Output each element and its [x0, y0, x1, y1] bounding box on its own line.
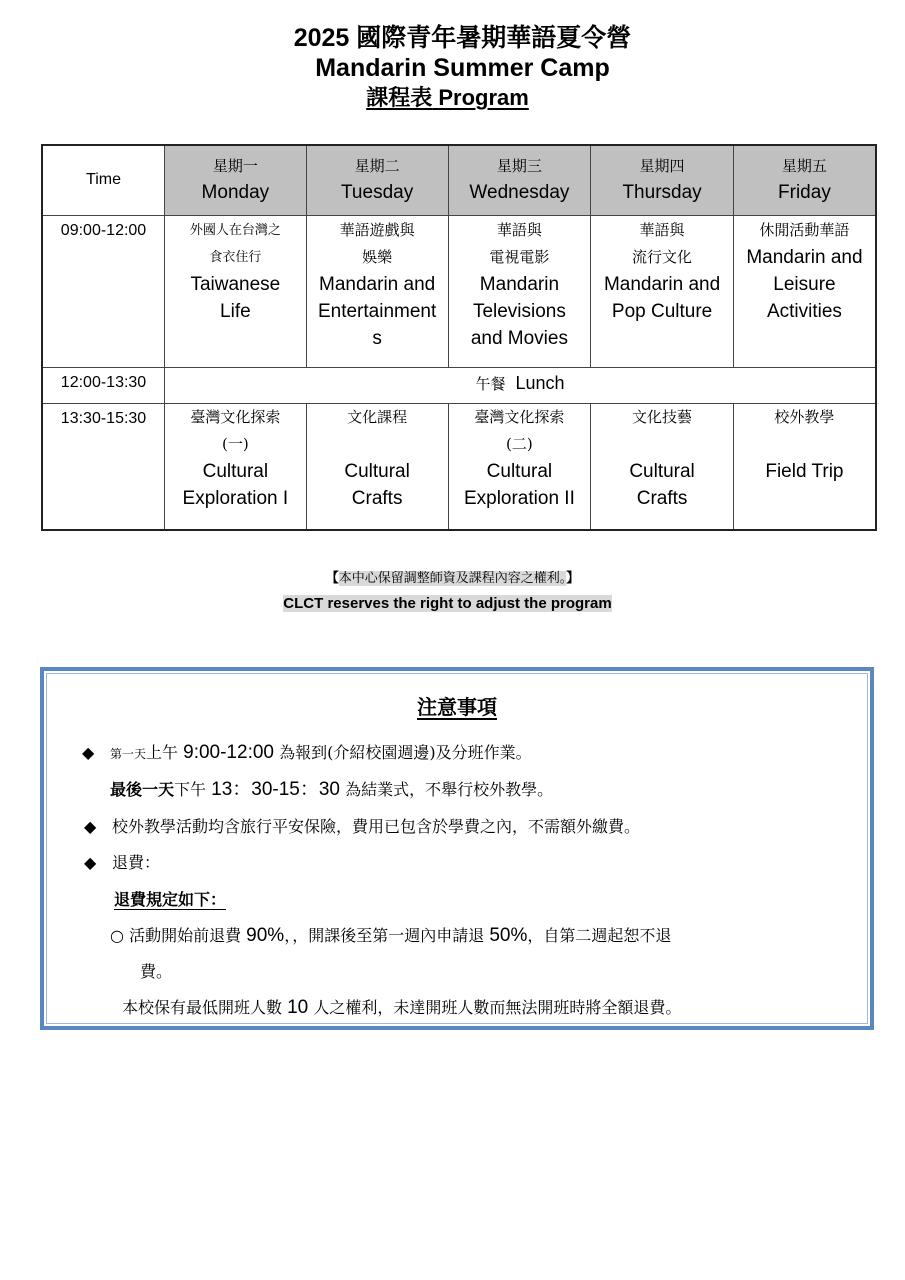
class-en: Activities: [766, 300, 842, 322]
class-cell: [306, 403, 448, 530]
subtitle-en: Program: [438, 85, 529, 110]
notice-time: 9:00-12:00: [183, 742, 274, 763]
refund-heading: 退費規定如下：: [114, 890, 227, 909]
time-cell: [42, 215, 165, 367]
notice-text: ，，開課後至第一週內申請退: [284, 926, 485, 945]
time-label: 09:00-12:00: [60, 221, 147, 239]
notice-box: [40, 667, 874, 1030]
circle-bullet-icon: ○: [110, 926, 124, 945]
class-en: Mandarin: [479, 273, 560, 295]
refund-rule: [110, 924, 671, 948]
day-en: Monday: [201, 182, 270, 204]
class-zh: 校外教學: [774, 407, 835, 426]
day-zh: 星期一: [212, 157, 258, 176]
lunch-en: Lunch: [515, 372, 565, 393]
time-label: 12:00-13:30: [60, 373, 147, 391]
notice-text: 為報到(介紹校園週邊)及分班作業。: [279, 743, 532, 762]
disclaimer-en: [0, 594, 895, 614]
disclaimer-zh: [0, 568, 905, 590]
time-cell: [42, 403, 165, 530]
class-cell: [591, 215, 734, 367]
day-zh: 星期五: [781, 157, 827, 176]
class-en: Leisure: [773, 273, 836, 295]
day-zh: 星期二: [354, 157, 400, 176]
notice-text: 下午: [174, 780, 207, 799]
notice-title-text: 注意事項: [417, 695, 497, 719]
class-cell: [448, 403, 591, 530]
class-zh: 電視電影: [489, 247, 550, 266]
disclaimer-zh-text: 本中心保留調整師資及課程內容之權利。: [338, 571, 567, 586]
subtitle-zh: 課程表: [366, 85, 433, 111]
class-zh: 華語與: [639, 220, 685, 239]
time-label: 13:30-15:30: [60, 409, 147, 427]
title-year: 2025: [293, 24, 350, 52]
class-cell: [165, 215, 307, 367]
class-cell: [448, 215, 591, 367]
class-en: Cultural: [629, 460, 695, 482]
class-zh: 臺灣文化探索: [190, 407, 281, 426]
day-header-thursday: [591, 145, 734, 215]
class-cell: [306, 215, 448, 367]
diamond-bullet-icon: ◆: [82, 743, 95, 762]
class-cell: [165, 403, 307, 530]
class-en: Crafts: [351, 487, 403, 509]
notice-item-2: [84, 815, 640, 839]
class-cell: [733, 403, 876, 530]
refund-percent: 50%: [489, 925, 528, 946]
class-zh: 流行文化: [632, 247, 693, 266]
day-header-friday: [733, 145, 876, 215]
class-cell: [733, 215, 876, 367]
notice-text: ，自第二週起恕不退: [527, 926, 672, 945]
notice-item-1: [82, 741, 532, 766]
class-zh: 臺灣文化探索: [474, 407, 565, 426]
class-en: Pop Culture: [611, 300, 713, 322]
class-en: Entertainment: [317, 300, 437, 322]
day-en: Friday: [778, 182, 831, 204]
disclaimer-en-text: CLCT reserves the right to adjust the program: [283, 595, 612, 612]
notice-item-1-line2: [110, 778, 553, 802]
class-zh: 外國人在台灣之: [189, 222, 281, 238]
day-header-tuesday: [306, 145, 448, 215]
class-en: Cultural: [486, 460, 553, 482]
morning-row: [42, 215, 876, 367]
class-zh: 文化技藝: [632, 407, 693, 426]
notice-text: 上午: [146, 743, 179, 762]
class-en: Mandarin and: [746, 246, 863, 268]
page-title: [0, 22, 905, 54]
diamond-bullet-icon: ◆: [84, 817, 97, 836]
notice-time: 13：30-15：30: [211, 779, 340, 800]
class-en: and Movies: [470, 327, 568, 349]
notice-text: 退費：: [112, 853, 161, 872]
time-cell: [42, 367, 165, 403]
class-en: Cultural: [202, 460, 269, 482]
bracket-open: 【: [325, 571, 339, 586]
notice-text: 第一天: [110, 747, 147, 761]
class-zh: 休閒活動華語: [759, 220, 850, 239]
notice-text: 校外教學活動均含旅行平安保險，費用已包含於學費之內，不需額外繳費。: [112, 817, 641, 836]
class-en: Exploration II: [463, 487, 575, 509]
class-en: Mandarin and: [319, 273, 436, 295]
bracket-close: 】: [566, 571, 580, 586]
header-row: [42, 145, 876, 215]
title-en: Mandarin Summer Camp: [315, 54, 610, 82]
class-en: Cultural: [344, 460, 410, 482]
subtitle: [0, 84, 895, 112]
notice-item-3: [84, 851, 160, 875]
refund-rule-cont: 費。: [140, 962, 173, 981]
title-zh: 國際青年暑期華語夏令營: [356, 23, 632, 52]
class-zh: 華語與: [496, 220, 542, 239]
refund-percent: 90%: [246, 925, 285, 946]
day-zh: 星期四: [639, 157, 685, 176]
notice-text-bold: 最後一天: [110, 780, 175, 799]
class-en: Taiwanese: [190, 273, 281, 295]
class-en: Life: [220, 300, 251, 322]
diamond-bullet-icon: ◆: [84, 853, 97, 872]
lunch-cell: [165, 367, 877, 403]
class-en: Mandarin and: [603, 273, 721, 295]
notice-title: [44, 691, 870, 720]
class-zh: 文化課程: [347, 407, 408, 426]
day-en: Wednesday: [469, 182, 570, 204]
time-header: Time: [42, 145, 165, 215]
class-en: Exploration I: [182, 487, 289, 509]
class-en: Televisions: [472, 300, 566, 322]
class-zh: 華語遊戲與: [339, 220, 415, 239]
day-en: Thursday: [622, 182, 702, 204]
class-en: Crafts: [636, 487, 688, 509]
day-header-wednesday: [448, 145, 591, 215]
minimum-enrollment: [122, 996, 681, 1020]
lunch-row: [42, 367, 876, 403]
class-zh: (一): [221, 434, 249, 453]
lunch-zh: 午餐: [475, 374, 506, 393]
class-zh: (二): [506, 434, 533, 453]
min-number: 10: [287, 997, 309, 1018]
notice-text: 本校保有最低開班人數: [122, 998, 283, 1017]
notice-text: 為結業式，不舉行校外教學。: [345, 780, 554, 799]
afternoon-row: [42, 403, 876, 530]
day-en: Tuesday: [341, 182, 414, 204]
notice-text: 人之權利，未達開班人數而無法開班時將全額退費。: [313, 998, 682, 1017]
class-zh: 娛樂: [362, 247, 393, 266]
notice-text: 活動開始前退費: [129, 926, 242, 945]
schedule-table: [41, 144, 877, 531]
day-header-monday: [165, 145, 307, 215]
class-en: Field Trip: [765, 460, 844, 482]
day-zh: 星期三: [496, 157, 542, 176]
class-en: s: [372, 327, 382, 349]
class-cell: [591, 403, 734, 530]
class-zh: 食衣住行: [209, 249, 262, 265]
